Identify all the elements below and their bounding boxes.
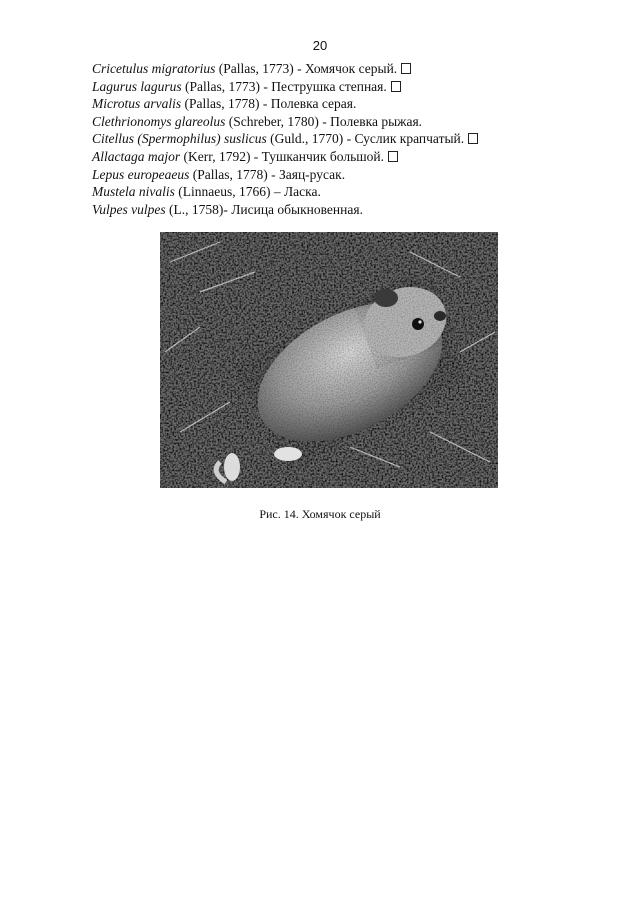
species-latin-name: Clethrionomys glareolus [92, 113, 226, 129]
species-latin-name: Microtus arvalis [92, 96, 182, 112]
species-details: (Pallas, 1773) - Пеструшка степная. [181, 78, 387, 94]
species-item [92, 201, 562, 219]
figure-caption: Рис. 14. Хомячок серый [259, 507, 381, 521]
species-latin-name: Lepus europeaeus [92, 166, 190, 182]
species-latin-name: Mustela nivalis [92, 184, 175, 200]
checkbox-square-icon [388, 151, 398, 162]
species-list [92, 60, 562, 218]
species-details: (Pallas, 1778) - Полевка серая. [181, 96, 357, 112]
species-item [92, 183, 562, 201]
species-item [92, 148, 562, 166]
species-details: (Pallas, 1773) - Хомячок серый. [215, 61, 398, 76]
checkbox-square-icon [391, 81, 401, 92]
species-item [92, 95, 562, 113]
species-latin-name: Cricetulus migratorius [92, 61, 216, 76]
species-details: (Pallas, 1778) - Заяц-русак. [189, 166, 346, 182]
checkbox-square-icon [401, 63, 411, 74]
species-item [92, 78, 562, 96]
checkbox-square-icon [468, 133, 478, 144]
species-details: (Guld., 1770) - Суслик крапчатый. [266, 131, 465, 147]
species-item [92, 130, 562, 148]
species-latin-name: Lagurus lagurus [92, 78, 182, 94]
species-item [92, 166, 562, 184]
page-number: 20 [312, 38, 328, 53]
species-latin-name: Vulpes vulpes [92, 201, 166, 217]
species-item [92, 60, 562, 78]
hamster-photo [160, 232, 498, 488]
species-details: (Linnaeus, 1766) – Ласка. [174, 184, 321, 200]
species-item [92, 113, 562, 131]
species-latin-name: Allactaga major [92, 148, 181, 164]
species-details: (Schreber, 1780) - Полевка рыжая. [225, 113, 423, 129]
species-details: (L., 1758)- Лисица обыкновенная. [165, 201, 363, 217]
species-latin-name: Citellus (Spermophilus) suslicus [92, 131, 267, 147]
species-details: (Kerr, 1792) - Тушканчик большой. [180, 148, 384, 164]
